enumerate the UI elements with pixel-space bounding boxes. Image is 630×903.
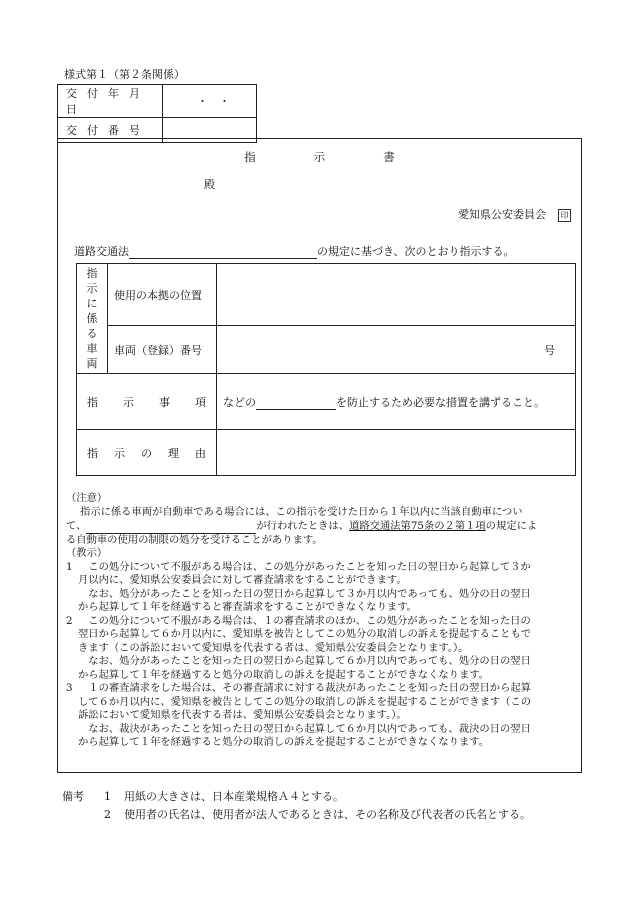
legal-basis-line bbox=[74, 243, 515, 259]
caution-blank[interactable] bbox=[86, 519, 256, 534]
vehicle-header-char: 係 bbox=[86, 312, 98, 325]
reason-field[interactable] bbox=[217, 430, 576, 476]
instruction-line: きます（この訴訟において愛知県を代表する者は、愛知県公安委員会となります。）。 bbox=[78, 641, 469, 654]
vehicle-header-char: る bbox=[86, 327, 98, 340]
vehicle-header bbox=[77, 264, 108, 374]
instruction-line: なお、処分があったことを知った日の翌日から起算して３か月以内であっても、処分の日の翌日 bbox=[78, 587, 531, 600]
instruction-header: （教示） bbox=[66, 547, 108, 559]
remark-row: 2 使用者の氏名は、使用者が法人であるときは、その名称及び代表者の氏名とする。 bbox=[104, 808, 531, 821]
reason-label: 指 示 の 理 由 bbox=[77, 430, 217, 476]
issue-number-label: 交付番号 bbox=[58, 118, 163, 143]
remarks bbox=[62, 788, 531, 824]
instruction-line: 1 この処分について不服がある場合は、この処分があったことを知った日の翌日から起算して３か bbox=[66, 560, 531, 573]
instruction-line: 月以内に、愛知県公安委員会に対して審査請求をすることができます。 bbox=[78, 574, 407, 586]
matter-suffix: を防止するため必要な措置を講ずること。 bbox=[336, 395, 545, 409]
instruction-line: なお、処分があったことを知った日の翌日から起算して６か月以内であっても、処分の日の翌日 bbox=[78, 655, 531, 667]
matter-prefix: などの bbox=[223, 395, 256, 409]
law-reference: 道路交通法第75条の２第１項 bbox=[349, 520, 486, 532]
issuer bbox=[458, 206, 571, 222]
document-title: 指示書 bbox=[244, 150, 453, 164]
issue-date-field[interactable]: ・ ・ bbox=[163, 85, 257, 118]
vehicle-header-char: 示 bbox=[86, 282, 98, 295]
instruction-document bbox=[57, 138, 582, 773]
instruction-line: 2 この処分について不服がある場合は、１の審査請求のほか、この処分があったことを知った日の bbox=[66, 614, 531, 627]
caution-line: て、 が行われたときは、道路交通法第75条の２第１項の規定によ bbox=[66, 520, 538, 532]
instruction-table bbox=[76, 263, 576, 476]
basis-suffix: の規定に基づき、次のとおり指示する。 bbox=[317, 245, 515, 258]
caution-line: る自動車の使用の制限の処分を受けることがあります。 bbox=[66, 533, 323, 546]
issuer-name: 愛知県公安委員会 bbox=[458, 208, 546, 221]
instruction-line: して６か月以内に、愛知県を被告としてこの処分の取消しの訴えを提起することができます（この bbox=[78, 695, 532, 708]
vehicle-header-char: 指 bbox=[86, 267, 98, 280]
seal-mark: 印 bbox=[558, 209, 571, 222]
instruction-line: 3 １の審査請求をした場合は、その審査請求に対する裁決があったことを知った日の翌日から起算 bbox=[66, 682, 531, 694]
vehicle-header-char: 車 bbox=[86, 342, 98, 355]
notes-section bbox=[66, 492, 576, 750]
instruction-line: 翌日から起算して６か月以内に、愛知県を被告としてこの処分の取消しの訴えを提起することもで bbox=[78, 628, 532, 640]
registration-suffix: 号 bbox=[544, 343, 555, 357]
basis-prefix: 道路交通法 bbox=[74, 245, 129, 258]
addressee-suffix: 殿 bbox=[204, 178, 215, 191]
location-label: 使用の本拠の位置 bbox=[108, 264, 217, 326]
remarks-label: 備考 bbox=[62, 790, 84, 803]
registration-field[interactable] bbox=[217, 326, 576, 374]
caution-line: 指示に係る車両が自動車である場合には、この指示を受けた日から１年以内に当該自動車につい bbox=[80, 505, 523, 518]
matter-blank[interactable] bbox=[256, 396, 336, 410]
matter-field bbox=[217, 374, 576, 430]
location-field[interactable] bbox=[217, 264, 576, 326]
instruction-line: から起算して１年を経過すると処分の取消しの訴えを提起することができなくなります。 bbox=[78, 668, 490, 681]
instruction-line: なお、裁決があったことを知った日の翌日から起算して６か月以内であっても、裁決の日の翌日 bbox=[78, 722, 531, 735]
instruction-items bbox=[66, 561, 576, 750]
issue-info-box bbox=[57, 84, 257, 143]
vehicle-header-char: 両 bbox=[86, 357, 98, 370]
basis-article-blank[interactable] bbox=[129, 245, 317, 259]
vehicle-header-char: に bbox=[86, 297, 98, 310]
registration-label: 車両（登録）番号 bbox=[108, 326, 217, 374]
matter-label: 指 示 事 項 bbox=[77, 374, 217, 430]
form-number: 様式第１（第２条関係） bbox=[64, 68, 185, 81]
instruction-line: から起算して１年を経過すると審査請求をすることができなくなります。 bbox=[78, 601, 417, 613]
instruction-line: から起算して１年を経過すると処分の取消しの訴えを提起することができなくなります。 bbox=[78, 736, 490, 748]
caution-header: （注意） bbox=[66, 492, 108, 504]
vehicle-header-text bbox=[77, 266, 107, 371]
issue-date-label: 交付年月日 bbox=[58, 85, 163, 118]
remark-row: 備考 1 用紙の大きさは、日本産業規格Ａ４とする。 bbox=[62, 788, 531, 806]
instruction-line: 訴訟において愛知県を代表する者は、愛知県公安委員会となります。）。 bbox=[78, 709, 407, 721]
